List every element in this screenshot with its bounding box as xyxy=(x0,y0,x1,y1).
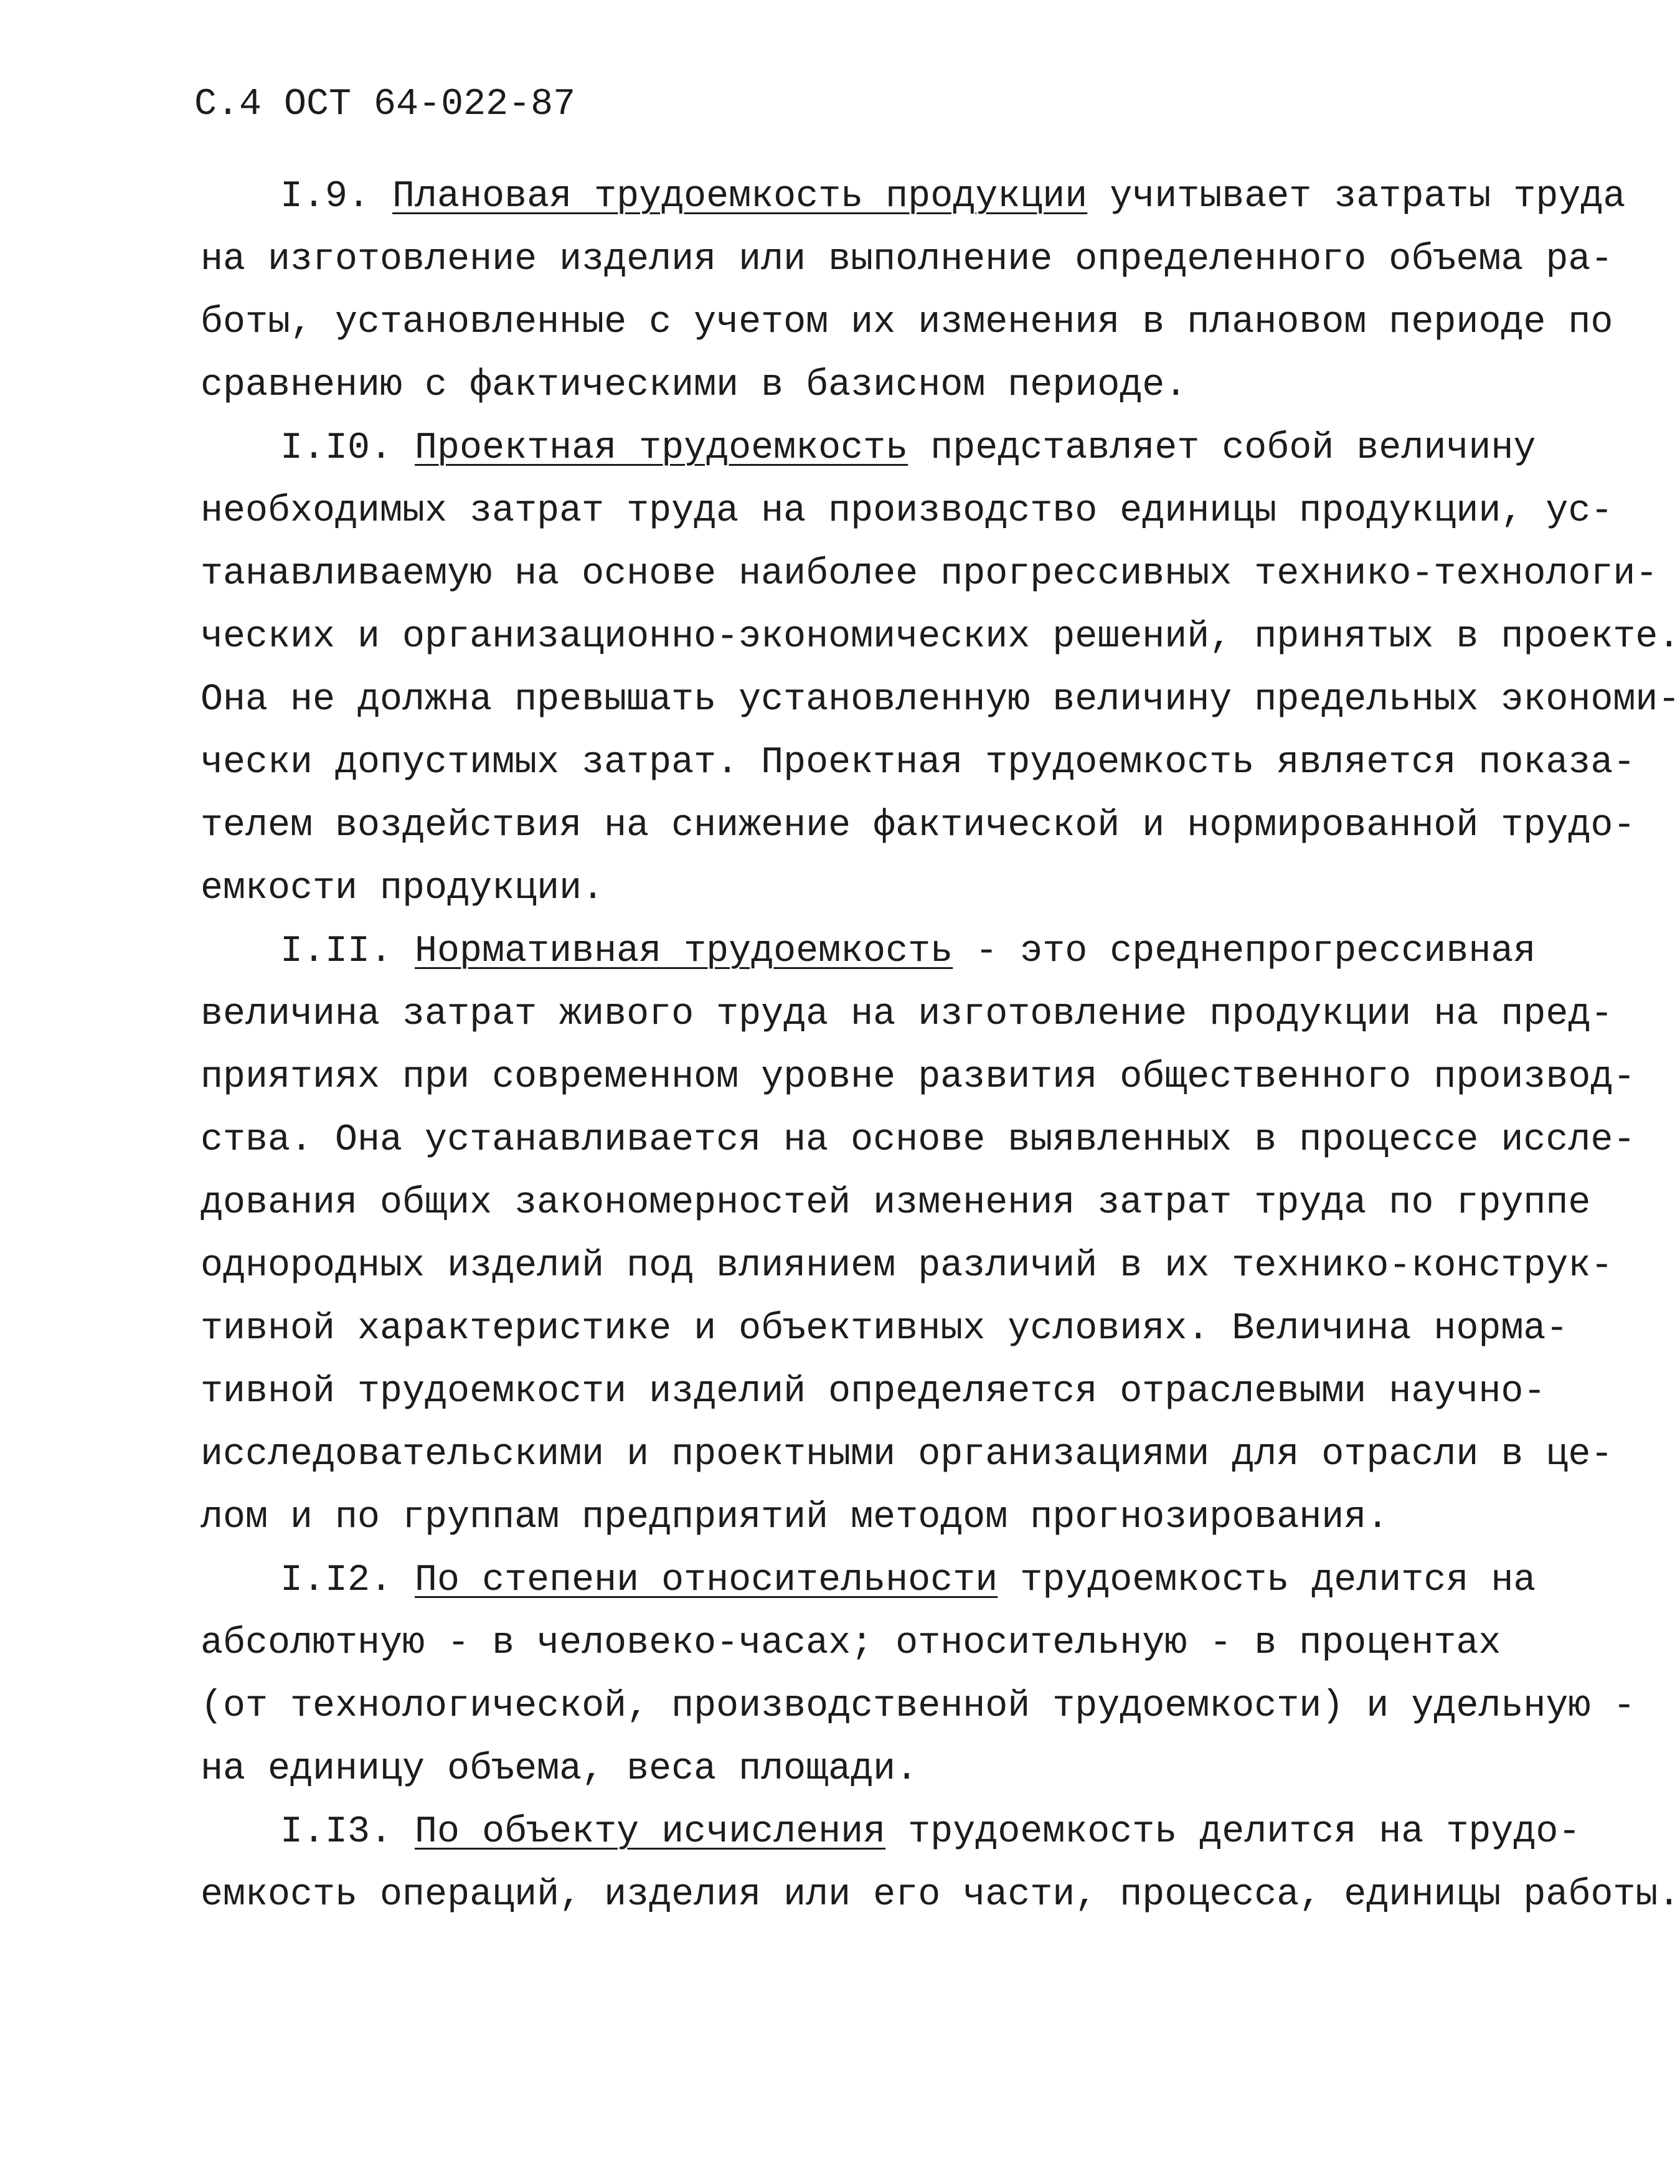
paragraph-line: на изготовление изделия или выполнение определенного объема ра- xyxy=(201,239,1613,281)
paragraph-line: приятиях при современном уровне развития общественного производ- xyxy=(201,1056,1636,1099)
paragraph-line: емкость операций, изделия или его части, процесса, единицы работы. xyxy=(201,1874,1680,1916)
paragraph-line: сравнению с фактическими в базисном периоде. xyxy=(201,364,1187,407)
paragraph-line: емкости продукции. xyxy=(201,867,605,910)
paragraph-number: I.II. xyxy=(280,930,393,973)
defined-term: По объекту исчисления xyxy=(415,1811,886,1853)
paragraph-line: тивной характеристике и объективных условиях. Величина норма- xyxy=(201,1308,1569,1350)
paragraph-line: величина затрат живого труда на изготовление продукции на пред- xyxy=(201,993,1613,1036)
paragraph-text: - это среднепрогрессивная xyxy=(953,930,1536,973)
paragraph-line: Она не должна превышать установленную величину предельных экономи- xyxy=(201,679,1680,721)
paragraph-1-10 xyxy=(201,417,1680,920)
paragraph-line: исследовательскими и проектными организациями для отрасли в це- xyxy=(201,1434,1613,1476)
defined-term: Нормативная трудоемкость xyxy=(415,930,953,973)
paragraph-number: I.I0. xyxy=(280,427,393,470)
paragraph-text: представляет собой величину xyxy=(908,427,1536,470)
paragraph-line: необходимых затрат труда на производство единицы продукции, ус- xyxy=(201,490,1613,532)
defined-term: По степени относительности xyxy=(415,1559,998,1602)
paragraph-first-line xyxy=(201,920,1536,983)
paragraph-line: ства. Она устанавливается на основе выявленных в процессе иссле- xyxy=(201,1119,1636,1161)
paragraph-line: дования общих закономерностей изменения затрат труда по группе xyxy=(201,1182,1591,1224)
paragraph-1-9 xyxy=(201,166,1626,417)
paragraph-line: ческих и организационно-экономических решений, принятых в проекте. xyxy=(201,616,1680,658)
paragraph-line: (от технологической, производственной трудоемкости) и удельную - xyxy=(201,1685,1636,1728)
paragraph-text: трудоемкость делится на xyxy=(998,1559,1536,1602)
paragraph-number: I.9. xyxy=(280,176,370,218)
paragraph-first-line xyxy=(201,417,1536,480)
paragraph-first-line xyxy=(201,1549,1536,1612)
paragraph-line: абсолютную - в человеко-часах; относительную - в процентах xyxy=(201,1622,1501,1665)
paragraph-line: чески допустимых затрат. Проектная трудоемкость является показа- xyxy=(201,742,1636,784)
defined-term: Плановая трудоемкость продукции xyxy=(392,176,1088,218)
paragraph-number: I.I2. xyxy=(280,1559,393,1602)
page-header: С.4 ОСТ 64-022-87 xyxy=(194,83,576,126)
paragraph-line: лом и по группам предприятий методом прогнозирования. xyxy=(201,1496,1389,1539)
paragraph-line: на единицу объема, веса площади. xyxy=(201,1748,918,1790)
paragraph-1-13 xyxy=(201,1801,1680,1927)
paragraph-line: боты, установленные с учетом их изменения в плановом периоде по xyxy=(201,301,1613,344)
paragraph-line: тивной трудоемкости изделий определяется отраслевыми научно- xyxy=(201,1371,1546,1413)
document-body xyxy=(201,166,1680,1927)
paragraph-first-line xyxy=(201,166,1626,229)
paragraph-first-line xyxy=(201,1801,1581,1864)
paragraph-text: трудоемкость делится на трудо- xyxy=(885,1811,1581,1853)
paragraph-line: однородных изделий под влиянием различий в их технико-конструк- xyxy=(201,1245,1613,1287)
paragraph-text: учитывает затраты труда xyxy=(1087,176,1626,218)
paragraph-line: телем воздействия на снижение фактической и нормированной трудо- xyxy=(201,805,1636,847)
paragraph-number: I.I3. xyxy=(280,1811,393,1853)
paragraph-1-11 xyxy=(201,920,1636,1549)
paragraph-1-12 xyxy=(201,1549,1636,1801)
defined-term: Проектная трудоемкость xyxy=(415,427,908,470)
paragraph-line: танавливаемую на основе наиболее прогрессивных технико-технологи- xyxy=(201,553,1658,595)
